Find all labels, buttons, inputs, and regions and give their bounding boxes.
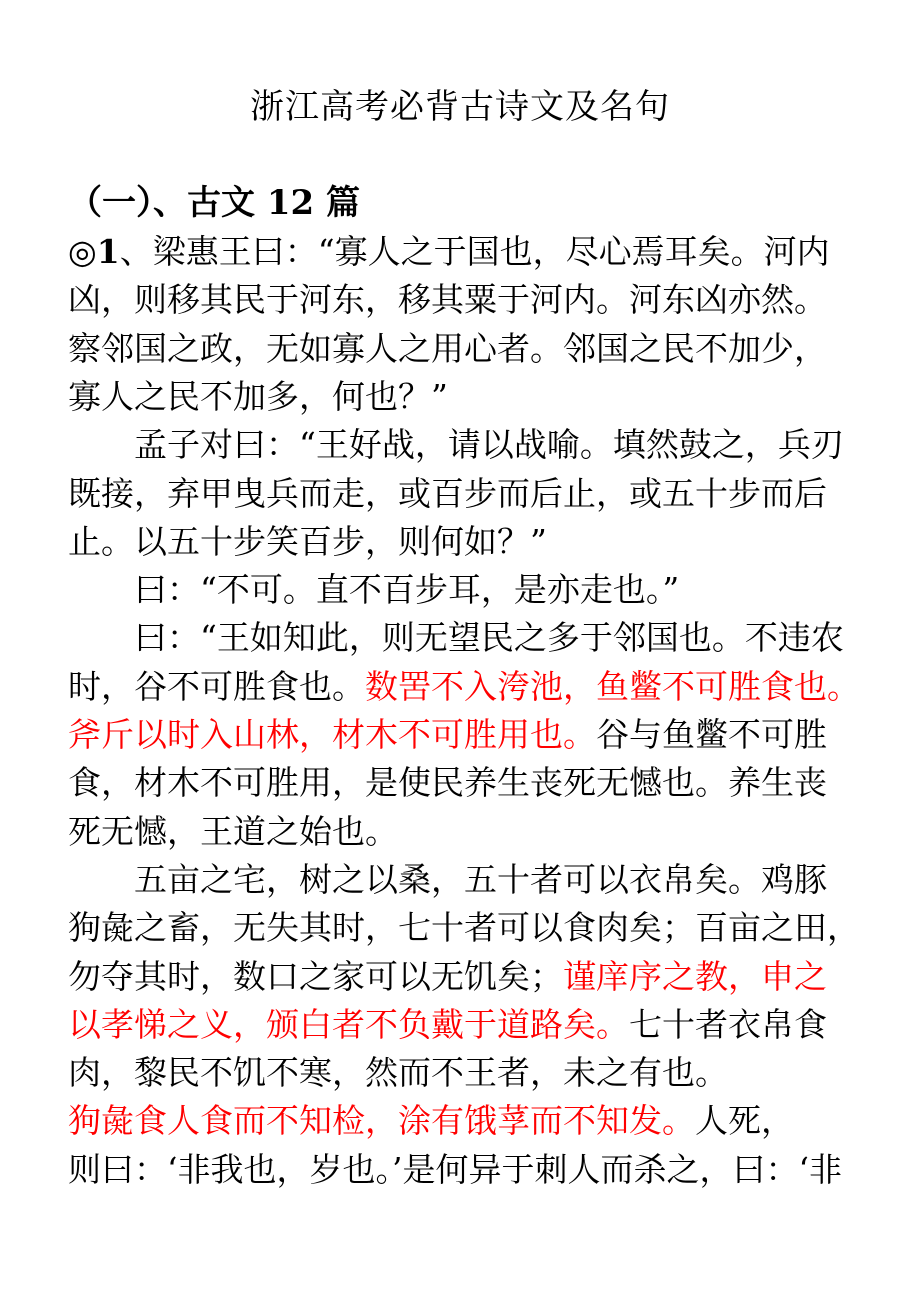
text-line bbox=[68, 470, 868, 518]
text-segment: 、梁惠王曰：“寡人之于国也，尽心焉耳矣。河内 bbox=[119, 232, 830, 271]
text-line bbox=[68, 228, 868, 276]
text-segment: ◎1 bbox=[68, 232, 120, 271]
text-segment: 既接，弃甲曳兵而走，或百步而后止，或五十步而后 bbox=[68, 473, 827, 513]
section-heading: （一）、古文 12 篇 bbox=[68, 183, 360, 223]
text-line bbox=[68, 1001, 868, 1049]
text-line bbox=[68, 325, 868, 373]
text-segment: 狗彘之畜，无失其时，七十者可以食肉矣；百亩之田， bbox=[68, 908, 860, 948]
text-line bbox=[68, 904, 868, 952]
text-line bbox=[68, 566, 868, 614]
text-line bbox=[68, 663, 868, 711]
text-line bbox=[68, 276, 868, 324]
text-line bbox=[68, 953, 868, 1001]
page-title: 浙江高考必背古诗文及名句 bbox=[250, 87, 670, 127]
text-line bbox=[68, 759, 868, 807]
highlighted-quote: 以孝悌之义，颁白者不负戴于道路矣。 bbox=[68, 1004, 629, 1044]
text-line bbox=[68, 614, 868, 662]
text-segment: 曰：“王如知此，则无望民之多于邻国也。不违农 bbox=[68, 618, 844, 658]
text-segment: 孟子对曰：“王好战，请以战喻。填然鼓之，兵刃 bbox=[68, 425, 844, 465]
text-segment: 食，材木不可胜用，是使民养生丧死无憾也。养生丧 bbox=[68, 763, 827, 803]
highlighted-quote: 谨庠序之教，申之 bbox=[563, 956, 827, 996]
text-line bbox=[68, 518, 868, 566]
text-segment: 七十者衣帛食 bbox=[629, 1004, 827, 1044]
text-segment: 人死， bbox=[695, 1101, 794, 1141]
text-line bbox=[68, 808, 868, 856]
text-segment: 曰：“不可。直不百步耳，是亦走也。” bbox=[68, 570, 680, 610]
text-segment: 凶，则移其民于河东，移其粟于河内。河东凶亦然。 bbox=[68, 280, 827, 320]
text-segment: 肉，黎民不饥不寒，然而不王者，未之有也。 bbox=[68, 1053, 728, 1093]
text-segment: 死无憾，王道之始也。 bbox=[68, 811, 398, 851]
text-line bbox=[68, 1146, 868, 1194]
text-segment: 时，谷不可胜食也。 bbox=[68, 666, 365, 706]
text-segment: 察邻国之政，无如寡人之用心者。邻国之民不加少， bbox=[68, 328, 827, 368]
text-segment: 止。以五十步笑百步，则何如？” bbox=[68, 521, 547, 561]
text-line bbox=[68, 856, 868, 904]
text-segment: 谷与鱼鳖不可胜 bbox=[596, 715, 827, 754]
highlighted-quote: 斧斤以时入山林，材木不可胜用也。 bbox=[68, 715, 596, 754]
highlighted-quote: 数罟不入洿池，鱼鳖不可胜食也。 bbox=[365, 666, 860, 706]
text-segment: 五亩之宅，树之以桑，五十者可以衣帛矣。鸡豚 bbox=[68, 859, 827, 899]
text-segment: 则曰：‘非我也，岁也。’是何异于刺人而杀之，曰：‘非 bbox=[68, 1149, 842, 1189]
text-line bbox=[68, 421, 868, 469]
text-line bbox=[68, 711, 868, 759]
text-line bbox=[68, 1049, 868, 1097]
text-segment: 勿夺其时，数口之家可以无饥矣； bbox=[68, 956, 563, 996]
text-segment: 寡人之民不加多，何也？” bbox=[68, 376, 448, 416]
highlighted-quote: 狗彘食人食而不知检，涂有饿莩而不知发。 bbox=[68, 1101, 695, 1141]
text-line bbox=[68, 373, 868, 421]
text-line bbox=[68, 1097, 868, 1145]
